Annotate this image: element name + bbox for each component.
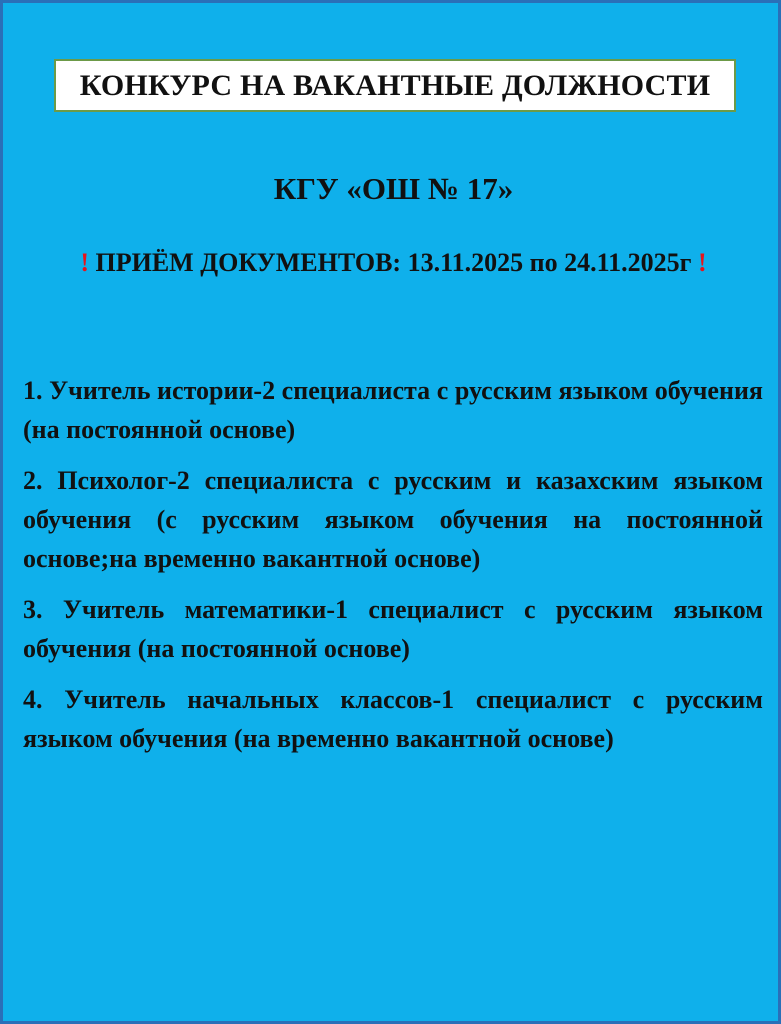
document-acceptance-text: ПРИЁМ ДОКУМЕНТОВ: 13.11.2025 по 24.11.2025г bbox=[95, 248, 692, 277]
vacancy-item-psychologist: 2. Психолог-2 специалиста с русским и казахским языком обучения (с русским языком обучения на постоянной основе;на временно вакантной основе) bbox=[23, 466, 763, 573]
title-banner bbox=[54, 59, 736, 112]
exclamation-mark-right: ! bbox=[697, 248, 707, 277]
poster-title: КОНКУРС НА ВАКАНТНЫЕ ДОЛЖНОСТИ bbox=[79, 68, 711, 102]
vacancy-item-math-teacher: 3. Учитель математики-1 специалист с русским языком обучения (на постоянной основе) bbox=[23, 595, 763, 663]
vacancy-list bbox=[23, 371, 763, 770]
organization-name: КГУ «ОШ № 17» bbox=[273, 171, 514, 206]
vacancy-item-history-teacher: 1. Учитель истории-2 специалиста с русским языком обучения (на постоянной основе) bbox=[23, 376, 763, 444]
document-acceptance-dates bbox=[3, 248, 781, 278]
vacancy-item-primary-teacher: 4. Учитель начальных классов-1 специалист с русским языком обучения (на временно вакантной основе) bbox=[23, 685, 763, 753]
exclamation-mark-left: ! bbox=[80, 248, 89, 277]
